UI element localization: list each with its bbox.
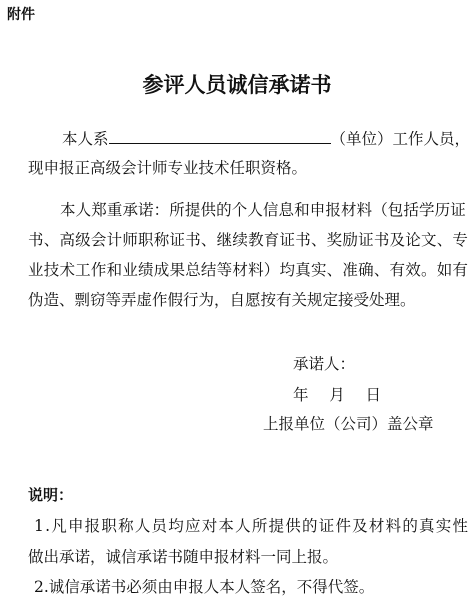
annex-label: 附件 [7,7,35,23]
paragraph-2-line-3: 业 技 术 工 作 和 业 绩 成 果 总 结 等 材 料 ） 均 真 实 、 准 确 、 有 效 。 如 有 [28,261,468,279]
paragraph-1-line-2: 现申报正高级会计师专业技术任职资格。 [28,159,308,177]
paragraph-2-line-4: 伪造、剽窃等弄虚作假行为，自愿按有关规定接受处理。 [28,291,416,309]
unit-fill-in-line [109,128,331,144]
note-line-1: 1 . 凡 申 报 职 称 人 员 均 应 对 本 人 所 提 供 的 证 件 及 材 料 的 真 实 性 [34,517,468,535]
promiser-label: 承诺人： [293,355,356,373]
seal-label: 上报单位（公司）盖公章 [263,415,434,433]
paragraph-2-line-1: 本 人 郑 重 承 诺 ： 所 提 供 的 个 人 信 息 和 申 报 材 料 （ 包 括 学 历 证 [60,201,466,219]
notes-heading: 说明： [28,486,74,504]
note-line-2: 做出承诺，诚信承诺书随申报材料一同上报。 [28,548,339,566]
paragraph-1-line-1 [62,128,470,149]
document-title: 参评人员诚信承诺书 [142,72,332,97]
date-label: 年 月 日 [293,386,381,404]
note-line-3: 2.诚信承诺书必须由申报人本人签名，不得代签。 [34,578,375,596]
paragraph-1-prefix: 本人系 [62,130,109,148]
paragraph-2-line-2: 书 、 高 级 会 计 师 职 称 证 书 、 继 续 教 育 证 书 、 奖 励 证 书 及 论 文 、 专 [28,231,468,249]
paragraph-1-suffix: （单位）工作人员， [330,130,471,148]
